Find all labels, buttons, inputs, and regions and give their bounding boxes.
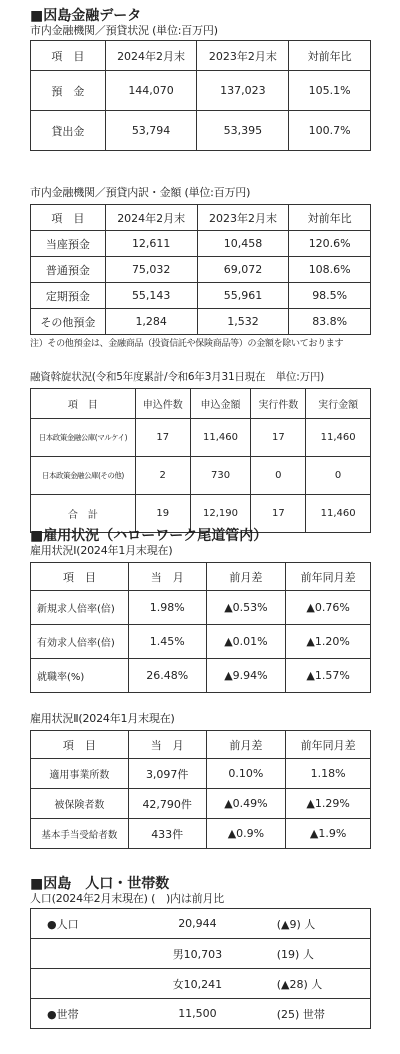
table-row bbox=[31, 257, 371, 283]
table-cell: 0 bbox=[306, 457, 371, 495]
row-label: 日本政策金融公庫(その他) bbox=[31, 457, 136, 495]
row-label: 合 計 bbox=[31, 495, 136, 533]
loan-mediation-table bbox=[30, 388, 371, 533]
table-cell: ▲0.01% bbox=[206, 625, 286, 659]
row-label: 被保険者数 bbox=[31, 789, 129, 819]
table-cell: 1.18% bbox=[286, 759, 371, 789]
header-cell: 項 目 bbox=[31, 41, 106, 71]
table-row bbox=[31, 789, 371, 819]
header-cell: 申込件数 bbox=[135, 389, 190, 419]
header-cell: 前月差 bbox=[206, 731, 286, 759]
table-cell: 42,790件 bbox=[128, 789, 206, 819]
table-cell: 17 bbox=[251, 495, 306, 533]
table-cell: 100.7% bbox=[289, 111, 371, 151]
header-cell: 対前年比 bbox=[289, 205, 371, 231]
table-cell: 11,460 bbox=[306, 419, 371, 457]
employment-status1-caption: 雇用状況Ⅰ(2024年1月末現在) bbox=[30, 544, 173, 557]
table-cell: 75,032 bbox=[105, 257, 197, 283]
header-cell: 2023年2月末 bbox=[197, 41, 289, 71]
table-cell: 11,460 bbox=[190, 419, 251, 457]
header-cell: 2024年2月末 bbox=[105, 205, 197, 231]
table-cell: 0 bbox=[251, 457, 306, 495]
row-label: 基本手当受給者数 bbox=[31, 819, 129, 849]
employment-title: ■雇用状況（ハローワーク尾道管内） bbox=[30, 528, 268, 544]
table-row bbox=[31, 939, 371, 969]
table-row bbox=[31, 71, 371, 111]
table-row bbox=[31, 283, 371, 309]
header-cell: 当 月 bbox=[128, 731, 206, 759]
header-cell: 項 目 bbox=[31, 563, 129, 591]
population-title: ■因島 人口・世帯数 bbox=[30, 876, 170, 892]
table-row bbox=[31, 969, 371, 999]
table-cell: 53,794 bbox=[105, 111, 197, 151]
header-cell: 2024年2月末 bbox=[105, 41, 197, 71]
row-label: ●人口 bbox=[31, 909, 141, 939]
table-cell: 12,611 bbox=[105, 231, 197, 257]
employment-status2-heading bbox=[0, 712, 400, 726]
row-label: その他預金 bbox=[31, 309, 106, 335]
table-cell: 53,395 bbox=[197, 111, 289, 151]
row-label: 有効求人倍率(倍) bbox=[31, 625, 129, 659]
row-label: 新規求人倍率(倍) bbox=[31, 591, 129, 625]
table-cell: 55,961 bbox=[197, 283, 289, 309]
header-cell: 当 月 bbox=[128, 563, 206, 591]
table-row bbox=[31, 909, 371, 939]
table-cell: 1,284 bbox=[105, 309, 197, 335]
table-cell: (25) 世帯 bbox=[255, 999, 371, 1029]
table-cell: 1.45% bbox=[128, 625, 206, 659]
table-cell: 55,143 bbox=[105, 283, 197, 309]
table-row bbox=[31, 457, 371, 495]
table-cell: 433件 bbox=[128, 819, 206, 849]
row-label: 定期預金 bbox=[31, 283, 106, 309]
table-cell: 137,023 bbox=[197, 71, 289, 111]
deposit-loan-table bbox=[30, 40, 371, 151]
table-cell: 11,460 bbox=[306, 495, 371, 533]
table-cell: 730 bbox=[190, 457, 251, 495]
table-cell: ▲9.94% bbox=[206, 659, 286, 693]
table-cell: 男10,703 bbox=[140, 939, 255, 969]
table-cell: 11,500 bbox=[140, 999, 255, 1029]
table-row bbox=[31, 309, 371, 335]
table-row bbox=[31, 591, 371, 625]
table-cell: ▲0.49% bbox=[206, 789, 286, 819]
header-cell: 前月差 bbox=[206, 563, 286, 591]
table-row bbox=[31, 759, 371, 789]
table-cell: 108.6% bbox=[289, 257, 371, 283]
header-cell: 申込金額 bbox=[190, 389, 251, 419]
table-cell: 83.8% bbox=[289, 309, 371, 335]
header-cell: 前年同月差 bbox=[286, 563, 371, 591]
header-cell: 項 目 bbox=[31, 389, 136, 419]
table-cell: 10,458 bbox=[197, 231, 289, 257]
row-label: 就職率(%) bbox=[31, 659, 129, 693]
table-cell: ▲1.57% bbox=[286, 659, 371, 693]
table-cell: 女10,241 bbox=[140, 969, 255, 999]
table-cell: 105.1% bbox=[289, 71, 371, 111]
loan-mediation-heading bbox=[0, 370, 400, 384]
table-header-row bbox=[31, 41, 371, 71]
row-label: 普通預金 bbox=[31, 257, 106, 283]
table-cell: ▲1.29% bbox=[286, 789, 371, 819]
finance-title: ■因島金融データ bbox=[30, 8, 142, 24]
employment-status1-table bbox=[30, 562, 371, 693]
row-label: 日本政策金融公庫(マルケイ) bbox=[31, 419, 136, 457]
population-table bbox=[30, 908, 371, 1029]
table-row bbox=[31, 419, 371, 457]
table-cell: 19 bbox=[135, 495, 190, 533]
table-cell: 2 bbox=[135, 457, 190, 495]
table-cell: (▲28) 人 bbox=[255, 969, 371, 999]
table-cell: 1,532 bbox=[197, 309, 289, 335]
row-label: 当座預金 bbox=[31, 231, 106, 257]
table-cell: 26.48% bbox=[128, 659, 206, 693]
table-cell: 3,097件 bbox=[128, 759, 206, 789]
row-label bbox=[31, 939, 141, 969]
table-row bbox=[31, 625, 371, 659]
table-cell: 120.6% bbox=[289, 231, 371, 257]
table-row bbox=[31, 659, 371, 693]
table-cell: (▲9) 人 bbox=[255, 909, 371, 939]
table-row bbox=[31, 111, 371, 151]
population-caption: 人口(2024年2月末現在) ( )内は前月比 bbox=[30, 892, 225, 905]
table-header-row bbox=[31, 563, 371, 591]
table-cell: ▲0.53% bbox=[206, 591, 286, 625]
header-cell: 前年同月差 bbox=[286, 731, 371, 759]
table-cell: (19) 人 bbox=[255, 939, 371, 969]
table-cell: ▲1.20% bbox=[286, 625, 371, 659]
table-cell: 20,944 bbox=[140, 909, 255, 939]
table-cell: 17 bbox=[251, 419, 306, 457]
employment-status2-caption: 雇用状況Ⅱ(2024年1月末現在) bbox=[30, 712, 175, 725]
row-label: 貸出金 bbox=[31, 111, 106, 151]
deposit-breakdown-heading bbox=[0, 186, 400, 200]
table-cell: ▲0.76% bbox=[286, 591, 371, 625]
table-cell: 17 bbox=[135, 419, 190, 457]
table-row bbox=[31, 999, 371, 1029]
header-cell: 項 目 bbox=[31, 731, 129, 759]
row-label: 適用事業所数 bbox=[31, 759, 129, 789]
deposit-note-block bbox=[0, 338, 400, 350]
table-cell: 12,190 bbox=[190, 495, 251, 533]
row-label: 預 金 bbox=[31, 71, 106, 111]
table-cell: ▲0.9% bbox=[206, 819, 286, 849]
table-header-row bbox=[31, 731, 371, 759]
table-cell: ▲1.9% bbox=[286, 819, 371, 849]
header-cell: 項 目 bbox=[31, 205, 106, 231]
employment-status2-table bbox=[30, 730, 371, 849]
header-cell: 2023年2月末 bbox=[197, 205, 289, 231]
table-cell: 69,072 bbox=[197, 257, 289, 283]
finance-section bbox=[0, 8, 400, 38]
deposit-note: 注）その他預金は、金融商品（投資信託や保険商品等）の金額を除いております bbox=[30, 339, 344, 349]
table-cell: 144,070 bbox=[105, 71, 197, 111]
table-cell: 98.5% bbox=[289, 283, 371, 309]
deposit-breakdown-caption: 市内金融機関／預貸内訳・金額 (単位:百万円) bbox=[30, 186, 251, 199]
table-row bbox=[31, 495, 371, 533]
header-cell: 実行件数 bbox=[251, 389, 306, 419]
deposit-loan-caption: 市内金融機関／預貸状況 (単位:百万円) bbox=[30, 24, 218, 37]
table-row bbox=[31, 231, 371, 257]
deposit-breakdown-table bbox=[30, 204, 371, 335]
table-cell: 0.10% bbox=[206, 759, 286, 789]
table-header-row bbox=[31, 205, 371, 231]
header-cell: 対前年比 bbox=[289, 41, 371, 71]
table-row bbox=[31, 819, 371, 849]
population-section bbox=[0, 876, 400, 906]
employment-section bbox=[0, 528, 400, 558]
header-cell: 実行金額 bbox=[306, 389, 371, 419]
table-header-row bbox=[31, 389, 371, 419]
loan-mediation-caption: 融資斡旋状況(令和5年度累計/令和6年3月31日現在 単位:万円) bbox=[30, 371, 325, 383]
row-label: ●世帯 bbox=[31, 999, 141, 1029]
row-label bbox=[31, 969, 141, 999]
table-cell: 1.98% bbox=[128, 591, 206, 625]
